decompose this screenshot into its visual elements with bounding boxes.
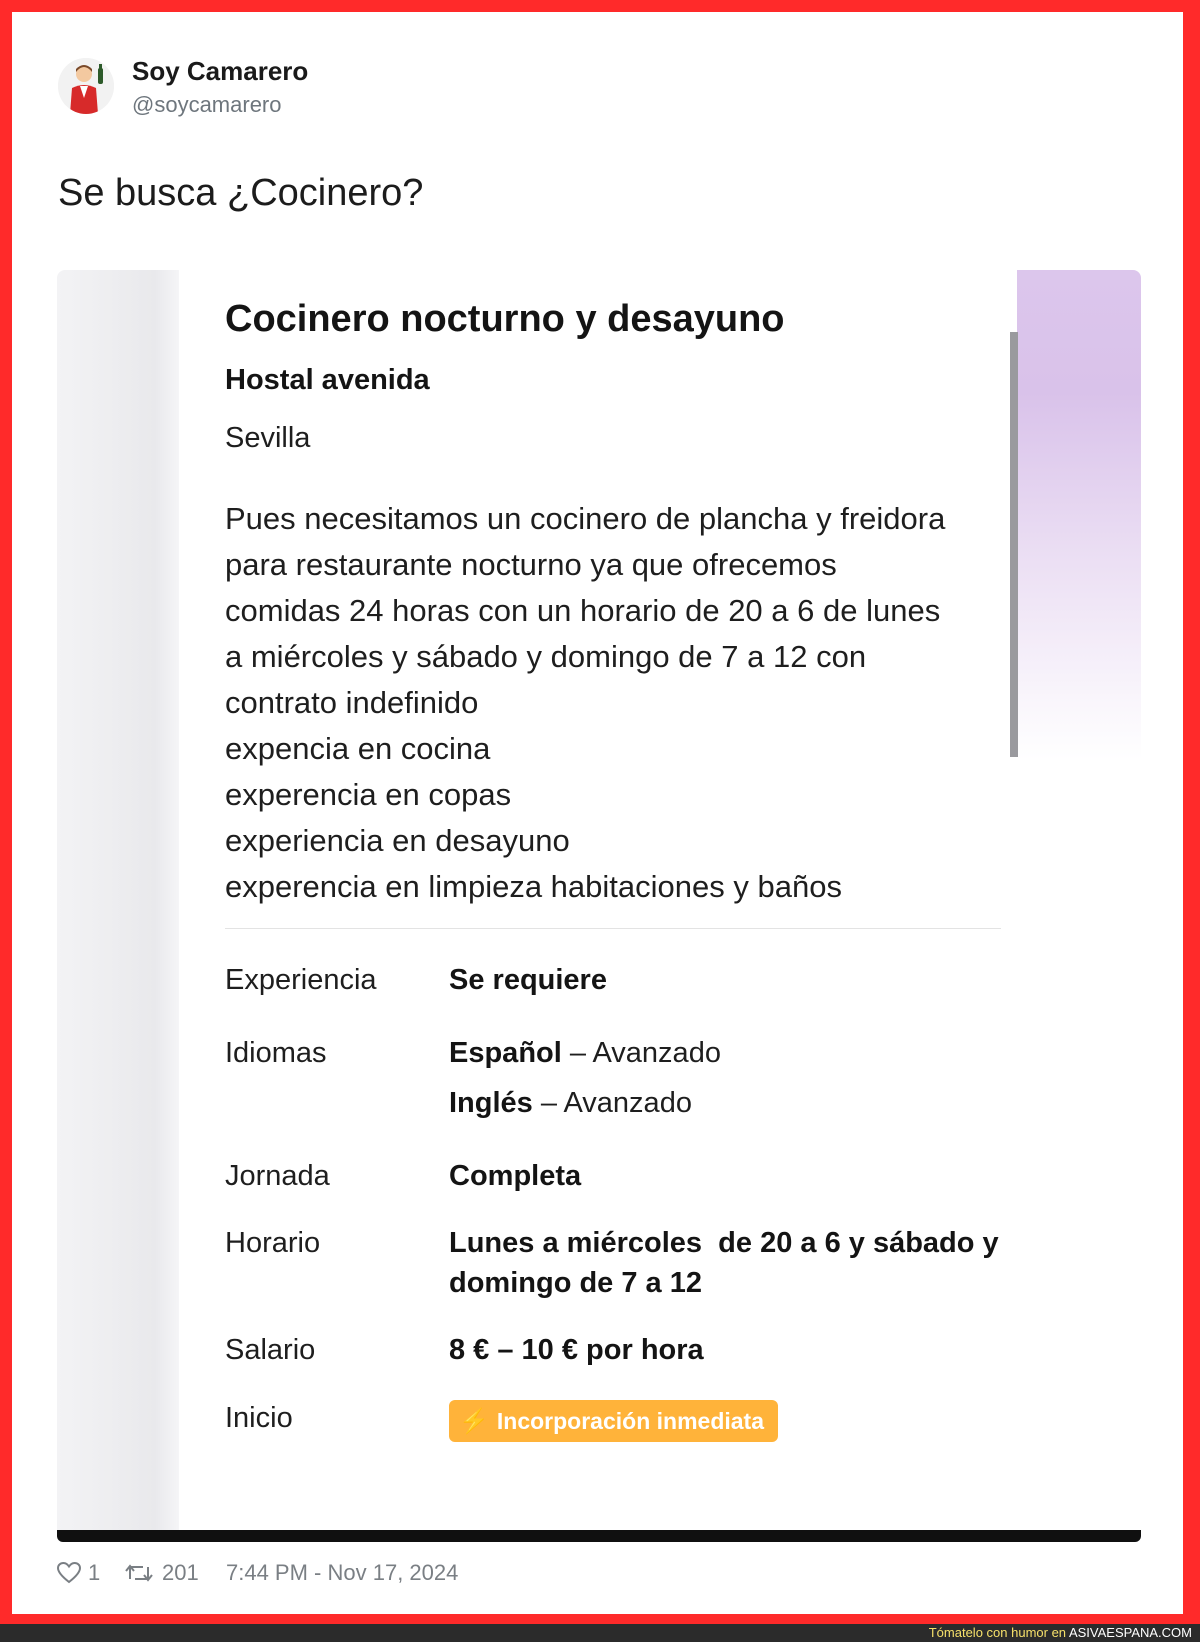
card-bottom-bar (57, 1530, 1141, 1542)
footer-credit[interactable]: Tómatelo con humor en ASIVAESPANA.COM (928, 1625, 1192, 1640)
salary-label: Salario (225, 1334, 316, 1366)
experience-value: Se requiere (449, 964, 607, 996)
retweet-button[interactable] (124, 1560, 199, 1586)
description-line: a miércoles y sábado y domingo de 7 a 12 con (225, 639, 867, 674)
retweet-icon (124, 1561, 154, 1585)
job-description (225, 496, 945, 910)
description-line: Pues necesitamos un cocinero de plancha y freidora (225, 501, 946, 536)
retweet-count: 201 (162, 1560, 199, 1585)
description-line: comidas 24 horas con un horario de 20 a 6 de lunes (225, 593, 941, 628)
description-line: experencia en limpieza habitaciones y baños (225, 869, 842, 904)
card-left-shadow (57, 270, 179, 1530)
card-right-gradient (1017, 270, 1141, 760)
language-item: Inglés – Avanzado (449, 1087, 692, 1119)
salary-value: 8 € – 10 € por hora (449, 1334, 704, 1366)
job-posting-image[interactable] (57, 270, 1141, 1542)
tweet-text: Se busca ¿Cocinero? (58, 172, 424, 214)
company-name: Hostal avenida (225, 364, 430, 396)
like-button[interactable] (56, 1560, 100, 1586)
like-count: 1 (88, 1560, 101, 1585)
footer-bar (0, 1624, 1200, 1642)
scrollbar (1010, 332, 1018, 757)
languages-label: Idiomas (225, 1037, 327, 1069)
description-line: para restaurante nocturno ya que ofrecemos (225, 547, 837, 582)
heart-icon (56, 1561, 82, 1585)
schedule-label: Horario (225, 1227, 321, 1259)
avatar-waiter-icon (58, 58, 114, 114)
schedule-value: Lunes a miércoles de 20 a 6 y sábado y domingo de 7 a 12 (449, 1227, 999, 1299)
job-title: Cocinero nocturno y desayuno (225, 298, 785, 340)
start-badge-label: Incorporación inmediata (496, 1407, 764, 1434)
description-line: contrato indefinido (225, 685, 479, 720)
description-line: expencia en cocina (225, 731, 491, 766)
start-label: Inicio (225, 1402, 293, 1434)
author-handle[interactable]: @soycamarero (132, 92, 282, 117)
start-badge (449, 1400, 778, 1442)
workday-label: Jornada (225, 1160, 330, 1192)
divider (225, 928, 1001, 929)
bolt-icon: ⚡ (459, 1407, 489, 1435)
experience-label: Experiencia (225, 964, 377, 996)
tweet-timestamp[interactable]: 7:44 PM - Nov 17, 2024 (226, 1560, 459, 1585)
tweet-screenshot (12, 12, 1183, 1614)
description-line: experencia en copas (225, 777, 512, 812)
language-item: Español – Avanzado (449, 1037, 721, 1069)
avatar[interactable] (58, 58, 114, 114)
author-name[interactable]: Soy Camarero (132, 56, 309, 86)
description-line: experiencia en desayuno (225, 823, 570, 858)
workday-value: Completa (449, 1160, 582, 1192)
job-location: Sevilla (225, 422, 311, 454)
